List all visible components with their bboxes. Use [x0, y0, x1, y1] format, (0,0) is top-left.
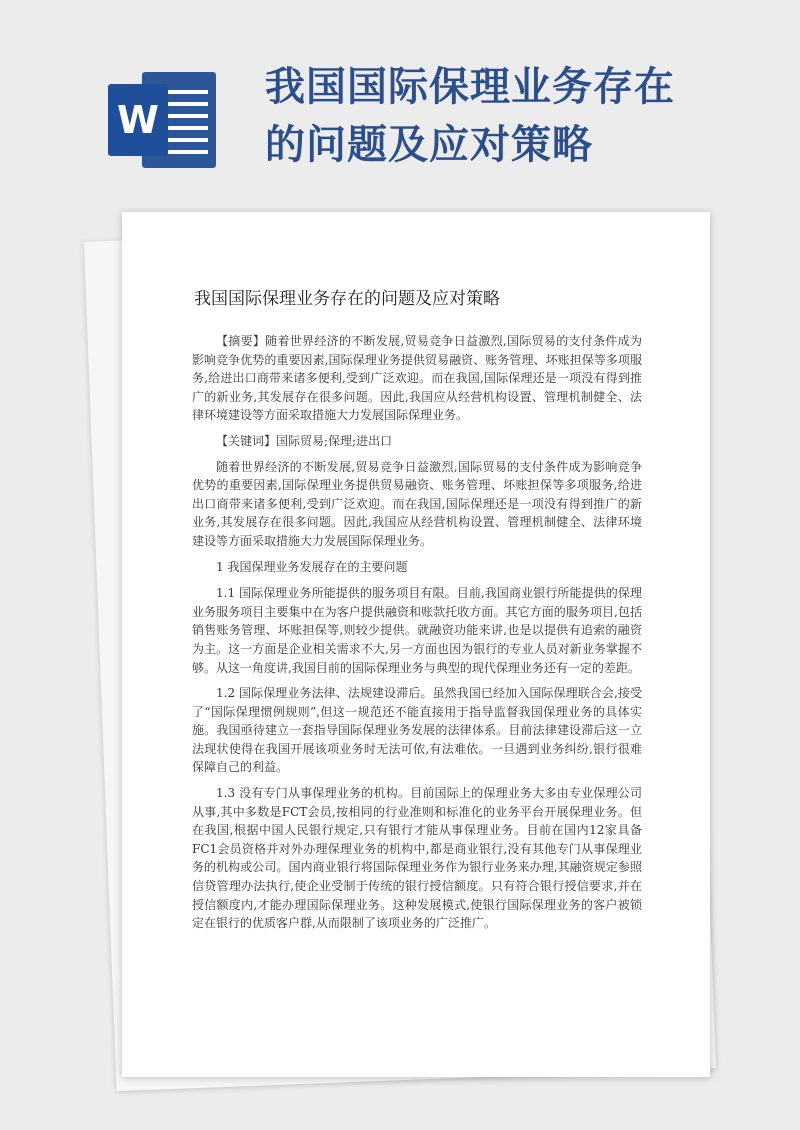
section-1-1-paragraph: 1.1 国际保理业务所能提供的服务项目有限。目前,我国商业银行所能提供的保理业务服务项目主要集中在为客户提供融资和账款托收方面。其它方面的服务项目,包括销售账务管理、坏账担保等,则较少提供。就融资功能来讲,也是以提供有追索的融资为主。这一方面是企业相关需求不大,另一方面也因为银行的专业人员对新业务掌握不够。从这一角度讲,我国目前的国际保理业务与典型的现代保理业务还有一定的差距。 [192, 586, 642, 675]
header [0, 0, 800, 210]
document-title: 我国国际保理业务存在的问题及应对策略 [194, 289, 500, 309]
word-letter-badge: W [108, 84, 168, 156]
section-1-2-paragraph: 1.2 国际保理业务法律、法规建设滞后。虽然我国已经加入国际保理联合会,接受了“国际保理惯例规则”,但这一规范还不能直接用于指导监督我国保理业务的具体实施。我国亟待建立一套指导国际保理业务发展的法律体系。目前法律建设滞后这一立法现状使得在我国开展该项业务时无法可依,有法难依。一旦遇到业务纠纷,银行很难保障自己的利益。 [192, 686, 642, 775]
section-heading-1: 1 我国保理业务发展存在的主要问题 [216, 559, 408, 574]
abstract-paragraph: 【摘要】随着世界经济的不断发展,贸易竞争日益激烈,国际贸易的支付条件成为影响竞争优势的重要因素,国际保理业务提供贸易融资、账务管理、坏账担保等多项服务,给进出口商带来诸多便利,受到广泛欢迎。而在我国,国际保理还是一项没有得到推广的新业务,其发展存在很多问题。因此,我国应从经营机构设置、管理机制健全、法律环境建设等方面采取措施大力发展国际保理业务。 [192, 334, 642, 423]
word-document-icon [108, 72, 216, 168]
page-title-line-1: 我国国际保理业务存在 [265, 64, 675, 110]
section-1-3-paragraph: 1.3 没有专门从事保理业务的机构。目前国际上的保理业务大多由专业保理公司从事,其中多数是FCT会员,按相同的行业准则和标准化的业务平台开展保理业务。但在我国,根据中国人民银行规定,只有银行才能从事保理业务。目前在国内12家具备FC1会员资格并对外办理保理业务的机构中,都是商业银行,没有其他专门从事保理业务的机构或公司。国内商业银行将国际保理业务作为银行业务来办理,其融资规定参照信贷管理办法执行,使企业受制于传统的银行授信额度。只有符合银行授信要求,并在授信额度内,才能办理国际保理业务。这种发展模式,使银行国际保理业务的客户被锁定在银行的优质客户群,从而限制了该项业务的广泛推广。 [192, 786, 642, 931]
keywords-paragraph: 【关键词】国际贸易;保理;进出口 [216, 433, 393, 448]
document-page [122, 212, 710, 1077]
intro-paragraph: 随着世界经济的不断发展,贸易竞争日益激烈,国际贸易的支付条件成为影响竞争优势的重要因素,国际保理业务提供贸易融资、账务管理、坏账担保等多项服务,给进出口商带来诸多便利,受到广泛欢迎。而在我国,国际保理还是一项没有得到推广的新业务,其发展存在很多问题。因此,我国应从经营机构设置、管理机制健全、法律环境建设等方面采取措施大力发展国际保理业务。 [192, 459, 642, 548]
page-title-line-2: 的问题及应对策略 [265, 122, 593, 168]
page-title [265, 58, 765, 174]
document-body [192, 332, 642, 940]
